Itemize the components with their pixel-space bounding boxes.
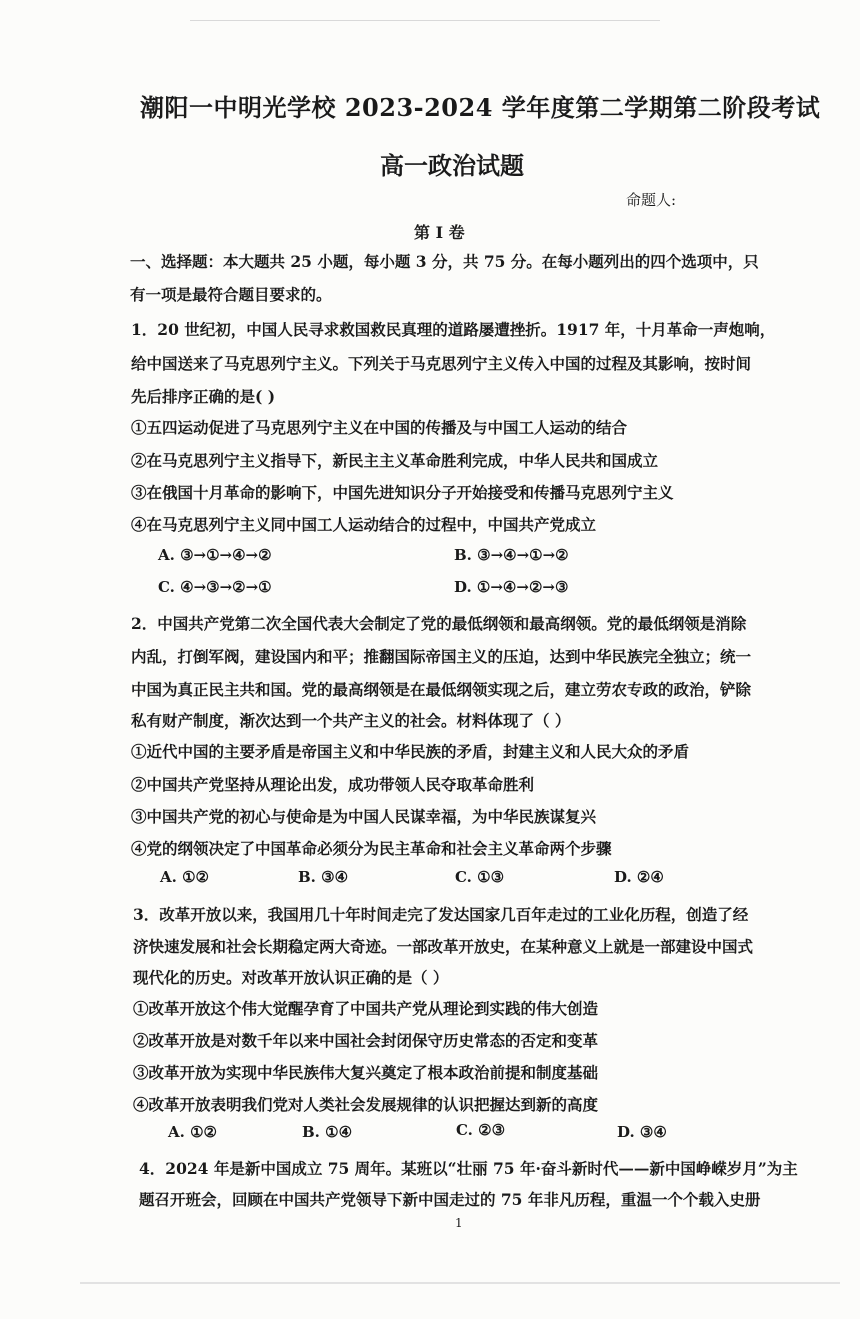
scan-artifact-top — [190, 20, 660, 21]
q2-statement-4: ④党的纲领决定了中国革命必须分为民主革命和社会主义革命两个步骤 — [131, 839, 612, 858]
author-label: 命题人: — [626, 191, 677, 209]
q2-option-c: C. ①③ — [455, 868, 505, 886]
q1-stem-line-3: 先后排序正确的是( ) — [131, 387, 276, 406]
q2-option-b: B. ③④ — [298, 868, 349, 886]
q1-option-c: C. ④→③→②→① — [158, 578, 272, 596]
q4-stem-line-1: 4．2024 年是新中国成立 75 周年。某班以“壮丽 75 年·奋斗新时代——新中国峥嵘岁月”为主 — [139, 1159, 798, 1178]
q1-option-b: B. ③→④→①→② — [454, 546, 569, 564]
q3-stem-line-1: 3．改革开放以来，我国用几十年时间走完了发达国家几百年走过的工业化历程，创造了经 — [133, 905, 749, 924]
q2-statement-1: ①近代中国的主要矛盾是帝国主义和中华民族的矛盾，封建主义和人民大众的矛盾 — [131, 742, 690, 761]
scan-artifact-bottom — [80, 1282, 840, 1284]
q3-option-d: D. ③④ — [617, 1123, 667, 1141]
exam-title: 潮阳一中明光学校 2023-2024 学年度第二学期第二阶段考试 — [140, 93, 821, 122]
q3-statement-2: ②改革开放是对数千年以来中国社会封闭保守历史常态的否定和变革 — [133, 1031, 599, 1050]
q1-statement-4: ④在马克思列宁主义同中国工人运动结合的过程中，中国共产党成立 — [131, 515, 597, 534]
q1-option-a: A. ③→①→④→② — [158, 546, 272, 564]
q3-stem-line-2: 济快速发展和社会长期稳定两大奇迹。一部改革开放史，在某种意义上就是一部建设中国式 — [133, 937, 754, 956]
q4-stem-line-2: 题召开班会，回顾在中国共产党领导下新中国走过的 75 年非凡历程，重温一个个载入史册 — [139, 1190, 761, 1209]
q3-statement-1: ①改革开放这个伟大觉醒孕育了中国共产党从理论到实践的伟大创造 — [133, 999, 599, 1018]
q3-stem-line-3: 现代化的历史。对改革开放认识正确的是（ ） — [133, 968, 449, 987]
q3-statement-3: ③改革开放为实现中华民族伟大复兴奠定了根本政治前提和制度基础 — [133, 1063, 599, 1082]
q3-option-b: B. ①④ — [302, 1123, 353, 1141]
q2-option-d: D. ②④ — [614, 868, 664, 886]
q3-option-a: A. ①② — [168, 1123, 217, 1141]
q2-stem-line-4: 私有财产制度，渐次达到一个共产主义的社会。材料体现了（ ） — [131, 711, 571, 730]
q1-option-d: D. ①→④→②→③ — [454, 578, 569, 596]
q3-statement-4: ④改革开放表明我们党对人类社会发展规律的认识把握达到新的高度 — [133, 1095, 599, 1114]
q2-stem-line-1: 2．中国共产党第二次全国代表大会制定了党的最低纲领和最高纲领。党的最低纲领是消除 — [131, 614, 747, 633]
q1-stem-line-2: 给中国送来了马克思列宁主义。下列关于马克思列宁主义传入中国的过程及其影响，按时间 — [131, 354, 752, 373]
q2-stem-line-3: 中国为真正民主共和国。党的最高纲领是在最低纲领实现之后，建立劳农专政的政治，铲除 — [131, 680, 752, 699]
exam-subtitle: 高一政治试题 — [380, 151, 524, 180]
instructions-line-2: 有一项是最符合题目要求的。 — [130, 285, 332, 304]
q3-option-c: C. ②③ — [456, 1121, 506, 1139]
q2-statement-2: ②中国共产党坚持从理论出发，成功带领人民夺取革命胜利 — [131, 775, 535, 794]
q2-option-a: A. ①② — [160, 868, 209, 886]
q1-statement-2: ②在马克思列宁主义指导下，新民主主义革命胜利完成，中华人民共和国成立 — [131, 451, 659, 470]
page-number: 1 — [455, 1216, 463, 1230]
q1-stem-line-1: 1．20 世纪初，中国人民寻求救国救民真理的道路屡遭挫折。1917 年，十月革命一声炮响， — [131, 320, 776, 339]
q2-stem-line-2: 内乱，打倒军阀，建设国内和平；推翻国际帝国主义的压迫，达到中华民族完全独立；统一 — [131, 647, 752, 666]
q1-statement-1: ①五四运动促进了马克思列宁主义在中国的传播及与中国工人运动的结合 — [131, 418, 628, 437]
section-label: 第 I 卷 — [414, 223, 465, 242]
q2-statement-3: ③中国共产党的初心与使命是为中国人民谋幸福，为中华民族谋复兴 — [131, 807, 597, 826]
instructions-line-1: 一、选择题：本大题共 25 小题，每小题 3 分，共 75 分。在每小题列出的四个选项中，只 — [130, 252, 759, 271]
q1-statement-3: ③在俄国十月革命的影响下，中国先进知识分子开始接受和传播马克思列宁主义 — [131, 483, 674, 502]
